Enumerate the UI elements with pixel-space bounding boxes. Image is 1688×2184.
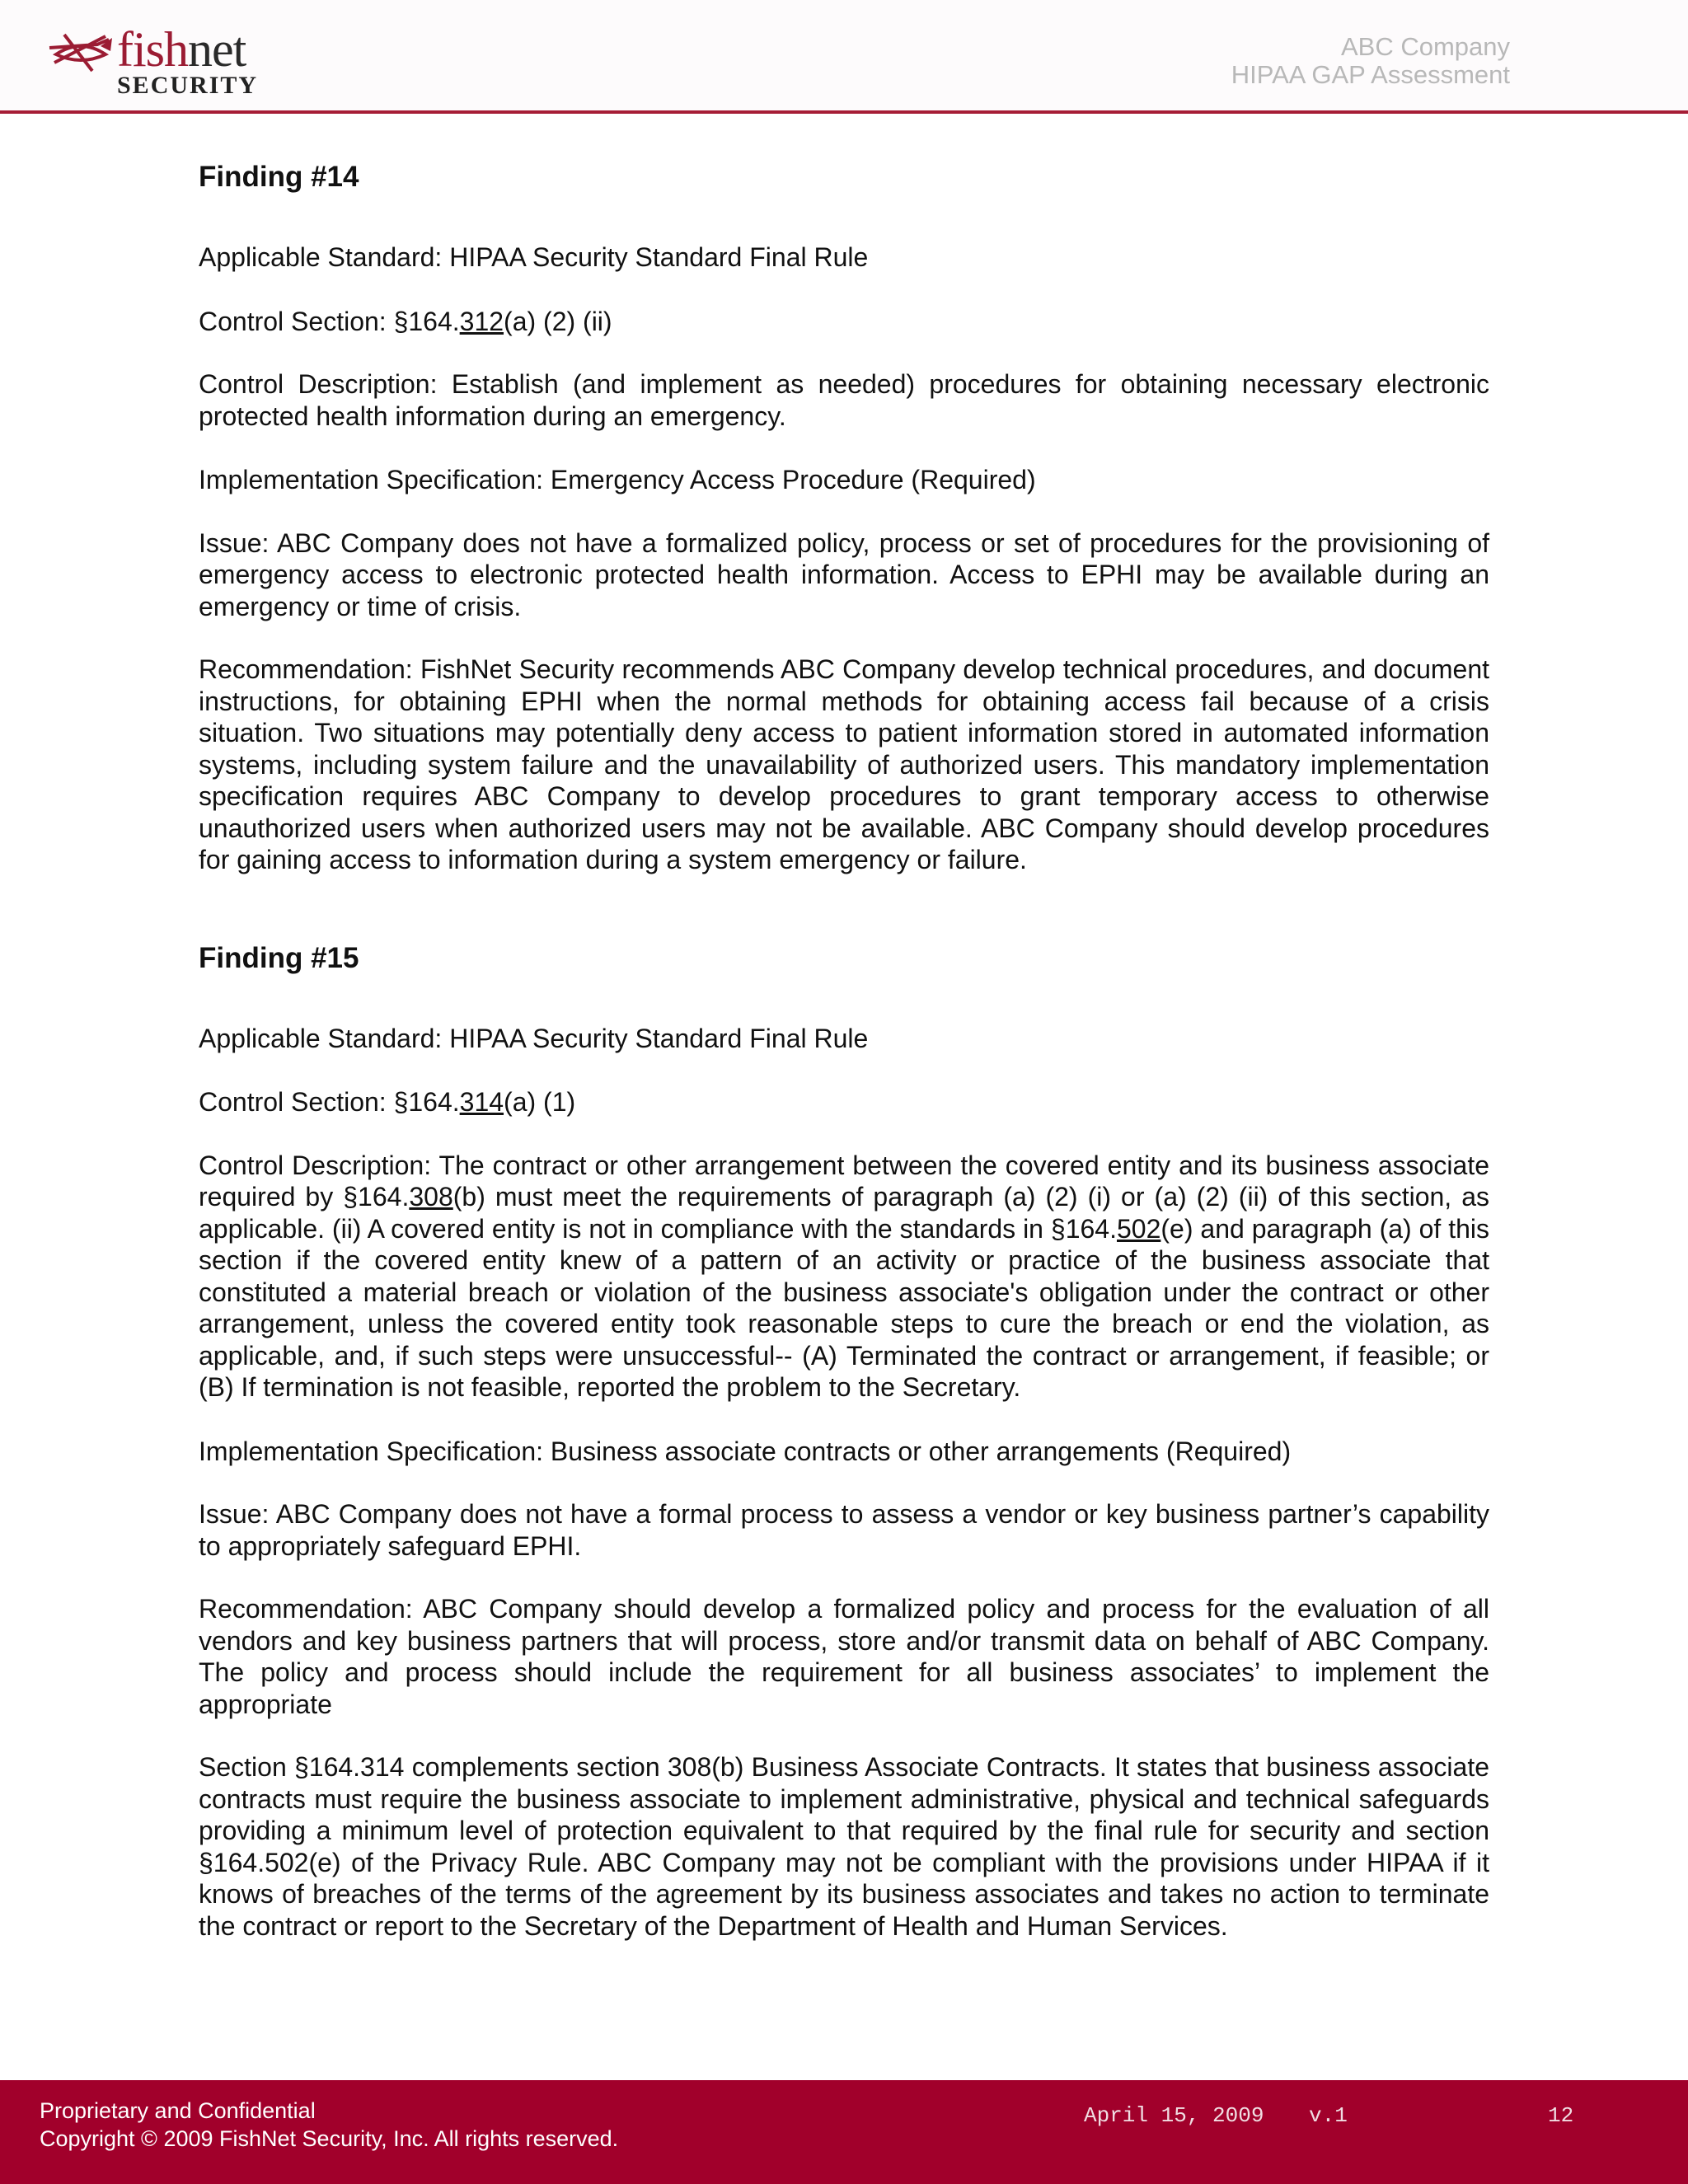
finding-14-description: Control Description: Establish (and implement as needed) procedures for obtaining necessary electronic protected health information during an emergency.: [199, 369, 1489, 431]
finding-14-control-section: [199, 306, 1489, 338]
footer-page-number: 12: [1548, 2103, 1574, 2128]
control-section-prefix: Control Section: §164.: [199, 1087, 460, 1117]
page-header: [0, 0, 1688, 114]
finding-14-recommendation: Recommendation: FishNet Security recommends ABC Company develop technical procedures, and document instructions, for obtaining EPHI when the normal methods for obtaining access fail because of a crisis situation. Two situations may potentially deny access to patient information stored in automated information systems, including system failure and the unavailability of authorized users. This mandatory implementation specification requires ABC Company to develop procedures to grant temporary access to otherwise unauthorized users when authorized users may not be available. ABC Company should develop procedures for gaining access to information during a system emergency or failure.: [199, 654, 1489, 874]
header-company: ABC Company: [1340, 32, 1510, 61]
finding-15-issue: Issue: ABC Company does not have a formal process to assess a vendor or key business partner’s capability to appropriately safeguard EPHI.: [199, 1499, 1489, 1561]
finding-15-title: Finding #15: [199, 941, 359, 974]
logo-word-security: SECURITY: [117, 72, 259, 99]
document-body: [199, 161, 1489, 1942]
finding-14-implementation: Implementation Specification: Emergency Access Procedure (Required): [199, 465, 1036, 494]
page-footer: [0, 2080, 1688, 2184]
header-doc-info: [1231, 33, 1510, 89]
finding-15-implementation: Implementation Specification: Business associate contracts or other arrangements (Required): [199, 1436, 1292, 1466]
finding-14-title: Finding #14: [199, 161, 359, 193]
finding-14-issue: Issue: ABC Company does not have a formalized policy, process or set of procedures for the provisioning of emergency access to electronic protected health information. Access to EPHI may be available during an emergency or time of crisis.: [199, 527, 1489, 621]
footer-legal: [40, 2097, 618, 2153]
control-section-suffix: (a) (1): [504, 1087, 576, 1117]
description-text: (e) and paragraph (a) of this section if the covered entity knew of a pattern of an activity or practice of the business associate that constituted a material breach or violation of the business associate's obligation under the contract or other arrangement, unless the covered entity took reasonable steps to cure the breach or end the violation, as applicable, and, if such steps were unsuccessful-- (A) Terminated the contract or arrangement, if feasible; or (B) If termination is not feasible, reported the problem to the Secretary.: [199, 1213, 1490, 1402]
footer-version: v.1: [1309, 2103, 1348, 2128]
section-308-link[interactable]: 308: [409, 1182, 453, 1212]
finding-15-control-section: [199, 1086, 1489, 1118]
header-document-title: HIPAA GAP Assessment: [1231, 60, 1510, 89]
footer-confidential: Proprietary and Confidential: [40, 2098, 316, 2123]
logo-word-fish: fish: [117, 22, 188, 77]
description-text: (b) must meet the requirements of paragraph (a) (2) (i) or (a) (2) (ii) of this section, as applicable. (ii) A covered entity is not in compliance with the standards in §164.: [199, 1182, 1490, 1244]
finding-14-standard: Applicable Standard: HIPAA Security Standard Final Rule: [199, 242, 869, 272]
logo-wordmark: [117, 22, 246, 77]
fish-net-logo-icon: [48, 30, 114, 79]
description-text: Control Description: The contract or other arrangement between the covered entity and its business associate required by §164.: [199, 1150, 1489, 1212]
fishnet-security-logo: [48, 22, 295, 103]
finding-15-note: Section §164.314 complements section 308(b) Business Associate Contracts. It states that business associate contracts must require the business associate to implement administrative, physical and technical safeguards providing a minimum level of protection equivalent to that required by the final rule for security and section §164.502(e) of the Privacy Rule. ABC Company may not be compliant with the provisions under HIPAA if it knows of breaches of the terms of the agreement by its business associates and takes no action to terminate the contract or report to the Secretary of the Department of Health and Human Services.: [199, 1752, 1489, 1941]
finding-15-recommendation: Recommendation: ABC Company should develop a formalized policy and process for the evaluation of all vendors and key business partners that will process, store and/or transmit data on behalf of ABC Company. The policy and process should include the requirement for all business associates’ to implement the appropriate: [199, 1594, 1489, 1719]
logo-word-net: net: [188, 22, 246, 77]
control-section-suffix: (a) (2) (ii): [504, 306, 612, 336]
section-502-link[interactable]: 502: [1117, 1213, 1161, 1244]
control-section-link[interactable]: 312: [459, 306, 504, 336]
finding-15-description: [199, 1150, 1489, 1404]
control-section-link[interactable]: 314: [459, 1087, 504, 1117]
footer-copyright: Copyright © 2009 FishNet Security, Inc. All rights reserved.: [40, 2126, 619, 2151]
control-section-prefix: Control Section: §164.: [199, 306, 460, 336]
finding-15-standard: Applicable Standard: HIPAA Security Standard Final Rule: [199, 1023, 869, 1053]
footer-date: April 15, 2009: [1084, 2103, 1264, 2128]
